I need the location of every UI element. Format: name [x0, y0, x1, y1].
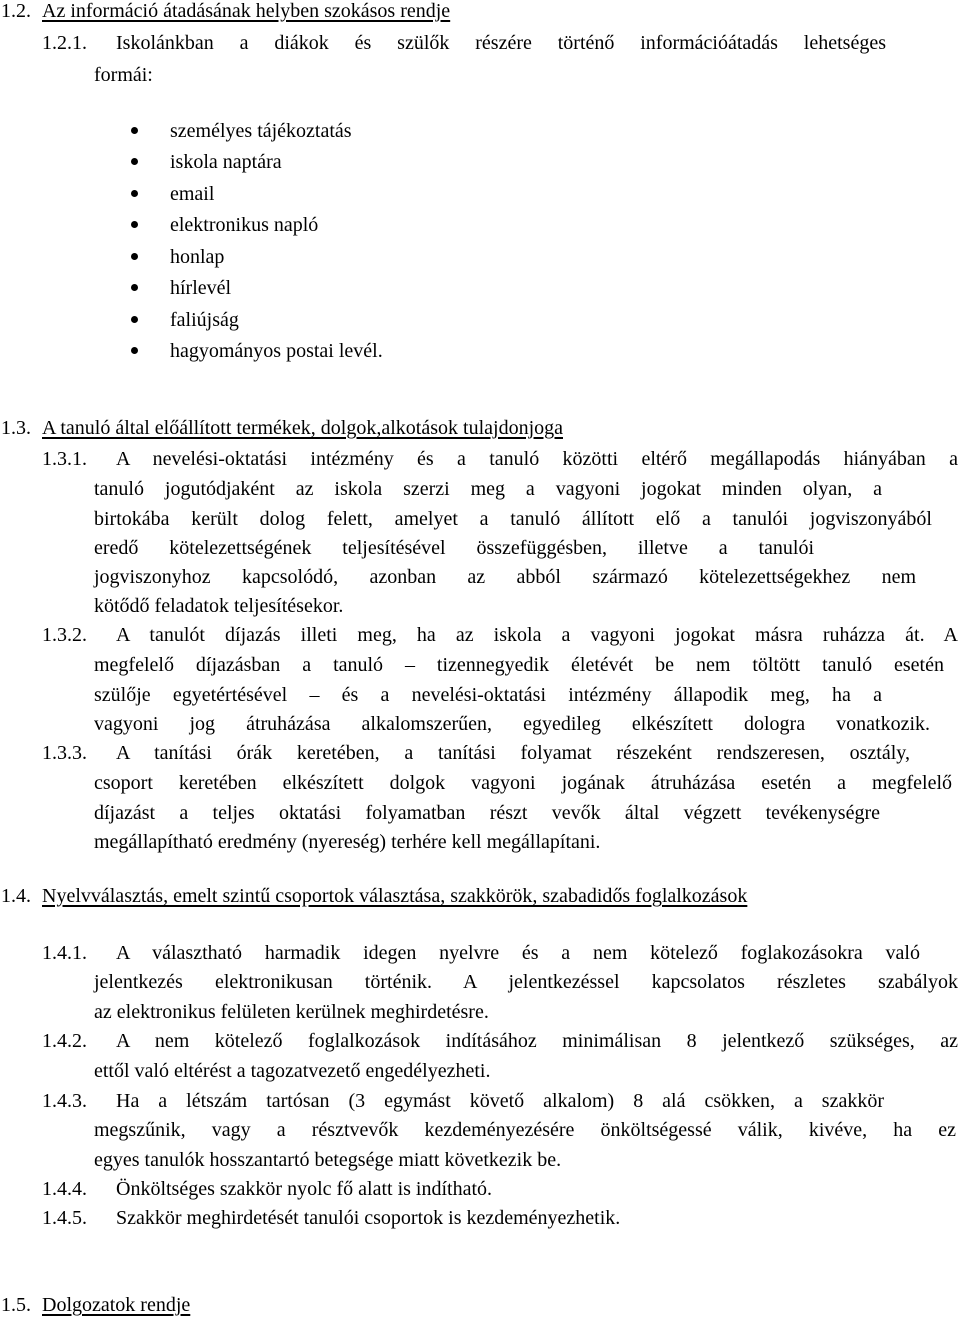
- bullet-icon: [131, 190, 138, 197]
- paragraph-line: tanuló jogutódjaként az iskola szerzi meg a vagyoni jogokat minden olyan, a: [94, 478, 882, 500]
- paragraph-line: egyes tanulók hosszantartó betegsége miatt következik be.: [94, 1149, 562, 1171]
- section-title: A tanuló által előállított termékek, dolgok,alkotások tulajdonjoga: [42, 417, 563, 439]
- list-item-text: honlap: [170, 246, 225, 268]
- paragraph-line: csoport keretében elkészített dolgok vagyoni jogának átruházása esetén a megfelelő: [94, 772, 952, 794]
- bullet-icon: [131, 127, 138, 134]
- paragraph-line: vagyoni jog átruházása alkalomszerűen, egyedileg elkészített dologra vonatkozik.: [94, 713, 930, 735]
- item-number: 1.4.4.: [42, 1178, 87, 1200]
- section-heading-1-2: [1, 1, 450, 21]
- paragraph-line: megállapítható eredmény (nyereség) terhére kell megállapítani.: [94, 831, 601, 853]
- item-number: 1.4.5.: [42, 1207, 87, 1229]
- paragraph-line: A nem kötelező foglalkozások indításához minimálisan 8 jelentkező szükséges, az: [116, 1030, 958, 1052]
- paragraph-line: jelentkezés elektronikusan történik. A jelentkezéssel kapcsolatos részletes szabályok: [94, 971, 958, 993]
- list-item-text: hagyományos postai levél.: [170, 340, 383, 362]
- section-number: 1.3.: [1, 417, 31, 439]
- paragraph-line: az elektronikus felületen kerülnek meghirdetésre.: [94, 1001, 489, 1023]
- section-title: Dolgozatok rendje: [42, 1294, 191, 1316]
- item-number: 1.4.3.: [42, 1090, 87, 1112]
- list-item-text: hírlevél: [170, 277, 232, 299]
- section-heading-1-3: [1, 418, 563, 438]
- paragraph-line: szülője egyetértésével – és a nevelési-oktatási intézmény állapodik meg, ha a: [94, 684, 882, 706]
- paragraph-line: Ha a létszám tartósan (3 egymást követő alkalom) 8 alá csökken, a szakkör: [116, 1090, 884, 1112]
- list-item-text: email: [170, 183, 215, 205]
- section-number: 1.2.: [1, 0, 31, 22]
- paragraph-line: A tanulót díjazás illeti meg, ha az iskola a vagyoni jogokat másra ruházza át. A: [116, 624, 958, 646]
- list-item-text: személyes tájékoztatás: [170, 120, 352, 142]
- paragraph-line: Önköltséges szakkör nyolc fő alatt is indítható.: [116, 1178, 493, 1200]
- item-number: 1.3.3.: [42, 742, 87, 764]
- bullet-icon: [131, 253, 138, 260]
- paragraph-line: Szakkör meghirdetését tanulói csoportok is kezdeményezhetik.: [116, 1207, 621, 1229]
- paragraph-line: kötődő feladatok teljesítésekor.: [94, 595, 344, 617]
- paragraph-line: A nevelési-oktatási intézmény és a tanuló közötti eltérő megállapodás hiányában a: [116, 448, 958, 470]
- paragraph-line: megfelelő díjazásban a tanuló – tizennegyedik életévét be nem töltött tanuló esetén: [94, 654, 944, 676]
- paragraph-line: eredő kötelezettségének teljesítésével összefüggésben, illetve a tanulói: [94, 537, 814, 559]
- bullet-icon: [131, 284, 138, 291]
- section-number: 1.4.: [1, 885, 31, 907]
- paragraph-line: formái:: [94, 64, 153, 86]
- section-number: 1.5.: [1, 1294, 31, 1316]
- item-number: 1.2.1.: [42, 32, 87, 54]
- list-item-text: iskola naptára: [170, 151, 282, 173]
- bullet-icon: [131, 316, 138, 323]
- item-number: 1.3.1.: [42, 448, 87, 470]
- paragraph-line: birtokába került dolog felett, amelyet a tanuló állított elő a tanulói jogviszonyából: [94, 508, 932, 530]
- item-number: 1.4.1.: [42, 942, 87, 964]
- paragraph-line: díjazást a teljes oktatási folyamatban részt vevők által végzett tevékenységre: [94, 802, 880, 824]
- bullet-icon: [131, 158, 138, 165]
- section-heading-1-5: [1, 1295, 190, 1315]
- paragraph-line: megszűnik, vagy a résztvevők kezdeményezésére önköltségessé válik, kivéve, ha ez: [94, 1119, 956, 1141]
- bullet-icon: [131, 347, 138, 354]
- section-title: Nyelvválasztás, emelt szintű csoportok választása, szakkörök, szabadidős foglalkozások: [42, 885, 748, 907]
- paragraph-line: jogviszonyhoz kapcsolódó, azonban az abból származó kötelezettségekhez nem: [94, 566, 916, 588]
- paragraph-line: Iskolánkban a diákok és szülők részére történő információátadás lehetséges: [116, 32, 886, 54]
- section-heading-1-4: [1, 886, 747, 906]
- item-number: 1.4.2.: [42, 1030, 87, 1052]
- item-number: 1.3.2.: [42, 624, 87, 646]
- paragraph-line: A választható harmadik idegen nyelvre és a nem kötelező foglakozásokra való: [116, 942, 920, 964]
- paragraph-line: ettől való eltérést a tagozatvezető engedélyezheti.: [94, 1060, 491, 1082]
- list-item-text: elektronikus napló: [170, 214, 319, 236]
- paragraph-line: A tanítási órák keretében, a tanítási folyamat részeként rendszeresen, osztály,: [116, 742, 910, 764]
- list-item-text: faliújság: [170, 309, 239, 331]
- section-title: Az információ átadásának helyben szokásos rendje: [42, 0, 451, 22]
- bullet-icon: [131, 221, 138, 228]
